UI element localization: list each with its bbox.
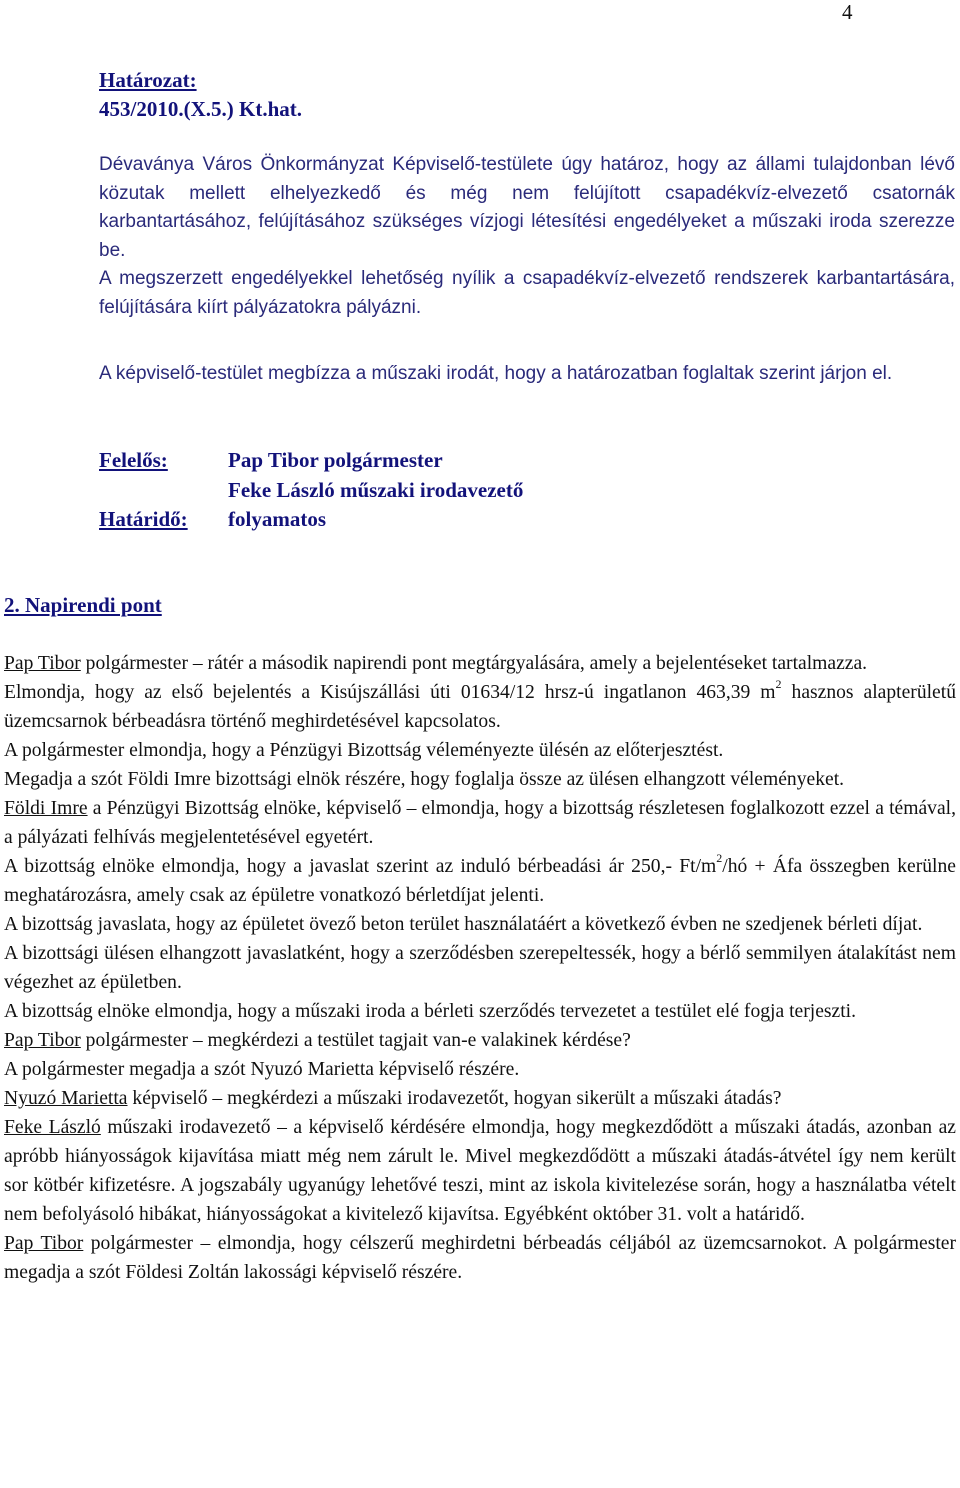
minutes-paragraph: A polgármester megadja a szót Nyuzó Marietta képviselő részére.: [4, 1059, 520, 1080]
minutes-text: polgármester – rátér a második napirendi pont megtárgyalására, amely a bejelentéseket tartalmazza.: [80, 653, 868, 674]
decision-text: A képviselő-testület megbízza a műszaki irodát, hogy a határozatban foglaltak szerint járjon el.: [99, 363, 893, 384]
decision-text: A megszerzett engedélyekkel lehetőség nyílik a csapadékvíz-elvezető rendszerek karbantartására, felújítására kiírt pályázatokra pályázni.: [99, 268, 955, 318]
speaker-name: Nyuzó Marietta: [4, 1088, 128, 1109]
decision-number: 453/2010.(X.5.) Kt.hat.: [99, 97, 302, 121]
superscript: 2: [716, 851, 723, 866]
minutes-paragraph: [4, 852, 956, 910]
speaker-name: Földi Imre: [4, 798, 88, 819]
minutes-paragraph: [4, 1229, 956, 1287]
decision-header: [99, 66, 302, 124]
minutes-text: Elmondja, hogy az első bejelentés a Kisújszállási úti 01634/12 hrsz-ú ingatlanon 463,39 m: [4, 682, 776, 703]
minutes-body: [4, 649, 956, 1287]
deadline-label: Határidő:: [99, 507, 188, 531]
speaker-name: Pap Tibor: [4, 653, 81, 674]
minutes-text: műszaki irodavezető – a képviselő kérdésére elmondja, hogy megkezdődött a műszaki átadás, azonban az apróbb hiányosságok kijavítása miatt még nem zárult le. Mivel megkezdődött a műszaki átadás-átvétel így nem került sor kötbér kifizetésre. A jogszabály ugyanúgy lehetővé teszi, mint az iskola kivitelezése során, hogy a használatba vételt nem befolyásoló hibákat, hiányosságokat a kivitelező kijavítsa. Egyébként október 31. volt a határidő.: [4, 1117, 956, 1225]
superscript: 2: [775, 677, 782, 692]
minutes-paragraph: [4, 649, 956, 678]
minutes-text: képviselő – megkérdezi a műszaki irodavezetőt, hogyan sikerült a műszaki átadás?: [127, 1088, 782, 1109]
minutes-text: A bizottság elnöke elmondja, hogy a javaslat szerint az induló bérbeadási ár 250,- Ft/m: [4, 856, 717, 877]
speaker-name: Feke László: [4, 1117, 101, 1138]
minutes-paragraph: [4, 1113, 956, 1229]
deadline-row: [99, 505, 799, 535]
minutes-paragraph: A bizottság javaslata, hogy az épületet övező beton terület használatáért a következő évben ne szedjenek bérleti díjat.: [4, 914, 923, 935]
deadline-value: folyamatos: [228, 507, 326, 531]
minutes-text: a Pénzügyi Bizottság elnöke, képviselő – elmondja, hogy a bizottság részletesen foglalkozott ezzel a témával, a pályázati felhívás megjelentetésével egyetért.: [4, 798, 956, 848]
minutes-paragraph: Megadja a szót Földi Imre bizottsági elnök részére, hogy foglalja össze az ülésen elhangzott véleményeket.: [4, 769, 845, 790]
responsible-row: [99, 476, 799, 506]
responsible-label: Felelős:: [99, 448, 168, 472]
responsible-row: [99, 446, 799, 476]
responsible-person: Feke László műszaki irodavezető: [228, 477, 524, 502]
minutes-paragraph: A polgármester elmondja, hogy a Pénzügyi Bizottság véleményezte ülésén az előterjesztést.: [4, 740, 724, 761]
minutes-paragraph: A bizottság elnöke elmondja, hogy a műszaki iroda a bérleti szerződés tervezetet a testület elé fogja terjeszti.: [4, 1001, 856, 1022]
minutes-text: /hó + Áfa összegben kerülne meghatározásra, amely csak az épületre vonatkozó bérletdíjat jelenti.: [4, 856, 956, 906]
decision-label: Határozat:: [99, 68, 197, 92]
spacer: [99, 476, 228, 506]
minutes-paragraph: [4, 678, 956, 736]
decision-text: Dévaványa Város Önkormányzat Képviselő-testülete úgy határoz, hogy az állami tulajdonban lévő közutak mellett elhelyezkedő és még nem felújított csapadékvíz-elvezető csatornák karbantartásához, felújításához szükséges vízjogi létesítési engedélyeket a műszaki iroda szerezze be.: [99, 154, 955, 261]
minutes-paragraph: A bizottsági ülésen elhangzott javaslatként, hogy a szerződésben szerepeltessék, hogy a bérlő semmilyen átalakítást nem végezhet az épületben.: [4, 943, 956, 993]
minutes-text: polgármester – elmondja, hogy célszerű meghirdetni bérbeadás céljából az üzemcsarnokot. A polgármester megadja a szót Földesi Zoltán lakossági képviselő részére.: [4, 1233, 956, 1283]
page-number: 4: [842, 0, 853, 24]
decision-paragraph-1: [99, 151, 955, 323]
speaker-name: Pap Tibor: [4, 1233, 84, 1254]
decision-paragraph-2: [99, 360, 955, 389]
minutes-paragraph: [4, 1084, 956, 1113]
section-heading: 2. Napirendi pont: [4, 593, 162, 617]
minutes-text: polgármester – megkérdezi a testület tagjait van-e valakinek kérdése?: [80, 1030, 631, 1051]
minutes-paragraph: [4, 1026, 956, 1055]
responsible-person: Pap Tibor polgármester: [228, 448, 443, 472]
minutes-paragraph: [4, 794, 956, 852]
speaker-name: Pap Tibor: [4, 1030, 81, 1051]
responsibility-block: [99, 446, 799, 535]
minutes-text: hasznos alapterületű üzemcsarnok bérbeadásra történő meghirdetésével kapcsolatos.: [4, 682, 956, 732]
